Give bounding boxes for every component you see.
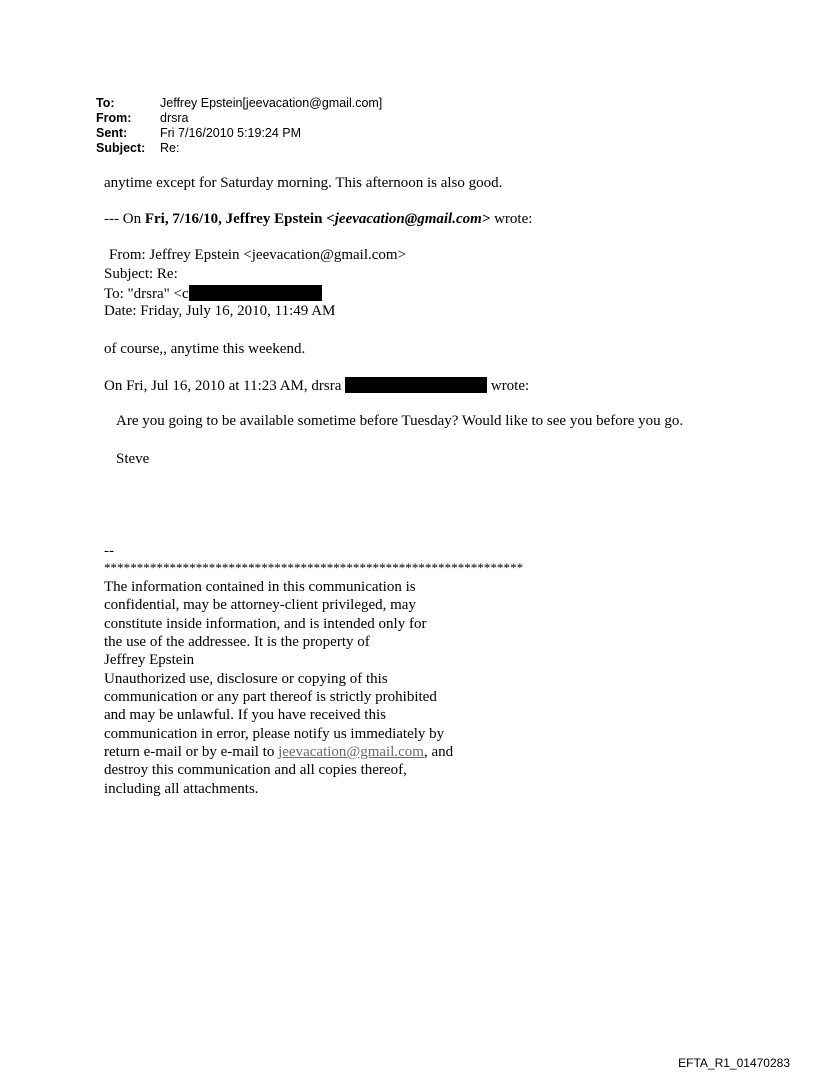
subject-row	[96, 141, 382, 156]
quote1-email: <jeevacation@gmail.com>	[326, 211, 491, 227]
star-divider: ****************************************************************	[104, 560, 524, 575]
quote1-suffix: wrote:	[490, 211, 533, 227]
disclaimer-line: communication in error, please notify us immediately by	[104, 725, 445, 742]
disclaimer-line: constitute inside information, and is intended only for	[104, 615, 427, 632]
from-row	[96, 111, 382, 126]
quote2-suffix: wrote:	[487, 378, 530, 394]
redaction-bar	[189, 285, 322, 301]
from-value: drsra	[160, 111, 189, 125]
disclaimer-line: Jeffrey Epstein	[104, 652, 195, 669]
subject-label: Subject:	[96, 141, 146, 155]
disclaimer-line: the use of the addressee. It is the property of	[104, 634, 370, 651]
disclaimer-return-prefix: return e-mail or by e-mail to	[104, 744, 279, 761]
disclaimer-line: destroy this communication and all copies thereof,	[104, 762, 407, 779]
sent-label: Sent:	[96, 126, 128, 140]
disclaimer-line: including all attachments.	[104, 780, 259, 797]
quote2-prefix: On Fri, Jul 16, 2010 at 11:23 AM, drsra	[104, 378, 346, 394]
from-label: From:	[96, 111, 132, 125]
sent-value: Fri 7/16/2010 5:19:24 PM	[160, 126, 302, 140]
quote1-subject-line: Subject: Re:	[104, 266, 178, 282]
disclaimer-line: confidential, may be attorney-client privileged, may	[104, 597, 416, 614]
quote2-message: Are you going to be available sometime before Tuesday? Would like to see you before you go.	[116, 413, 684, 429]
disclaimer-block	[104, 579, 453, 799]
disclaimer-return-line	[104, 744, 453, 762]
disclaimer-line: Unauthorized use, disclosure or copying of this	[104, 670, 388, 687]
subject-value: Re:	[160, 141, 180, 155]
quote1-prefix: --- On	[104, 211, 145, 227]
quote1-to-line	[104, 285, 322, 303]
to-label: To:	[96, 96, 115, 110]
disclaimer-return-suffix: , and	[423, 744, 454, 761]
quote2-signature: Steve	[116, 451, 150, 467]
redaction-bar	[345, 377, 487, 393]
quote1-from-line: From: Jeffrey Epstein <jeevacation@gmail.com>	[109, 247, 407, 263]
quote1-date-line: Date: Friday, July 16, 2010, 11:49 AM	[104, 303, 336, 319]
reply-text: anytime except for Saturday morning. This afternoon is also good.	[104, 175, 503, 191]
to-value: Jeffrey Epstein[jeevacation@gmail.com]	[160, 96, 383, 110]
quote1-message: of course,, anytime this weekend.	[104, 341, 306, 357]
quote1-attribution	[104, 211, 532, 228]
quote1-to-prefix: To: "drsra" <	[104, 286, 182, 302]
to-row	[96, 96, 382, 111]
email-link[interactable]: jeevacation@gmail.com	[278, 744, 424, 761]
quote2-attribution	[104, 377, 529, 395]
quote1-to-partial: c	[181, 286, 189, 302]
quote1-date: Fri, 7/16/10, Jeffrey Epstein	[144, 211, 327, 227]
disclaimer-line: The information contained in this communication is	[104, 579, 416, 595]
sent-row	[96, 126, 382, 141]
email-header	[96, 96, 382, 156]
signature-separator: --	[104, 543, 114, 559]
disclaimer-line: and may be unlawful. If you have received this	[104, 707, 386, 724]
disclaimer-line: communication or any part thereof is strictly prohibited	[104, 689, 437, 706]
document-id: EFTA_R1_01470283	[678, 1056, 790, 1070]
